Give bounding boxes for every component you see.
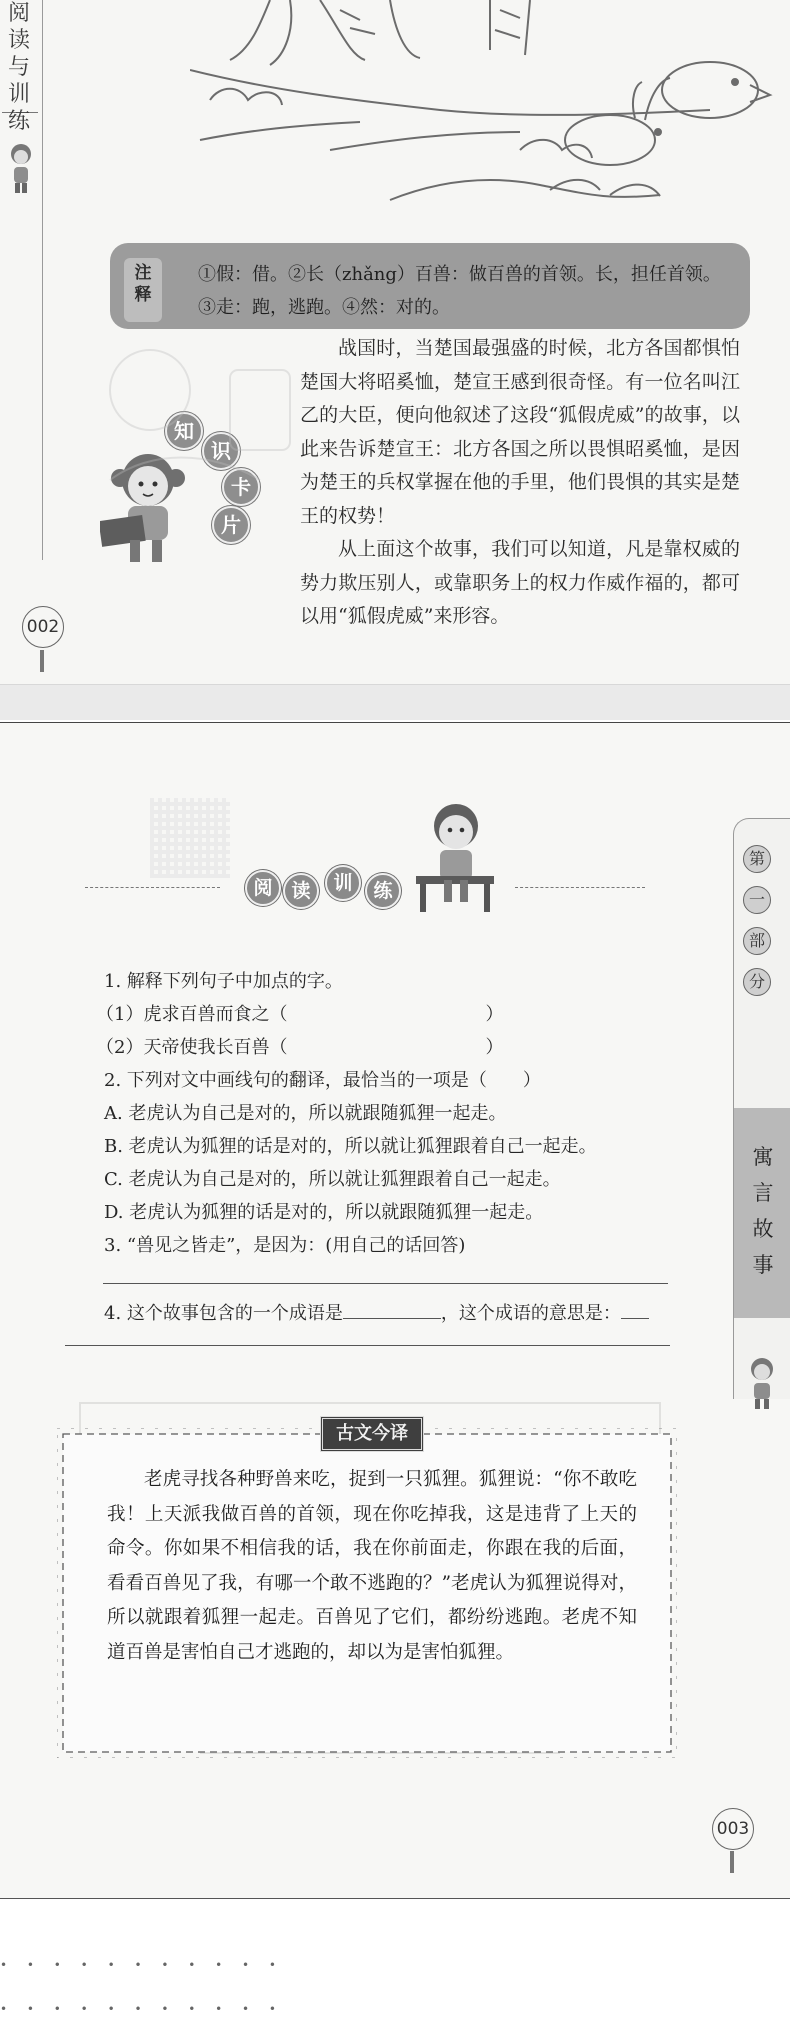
- page-bottom-margin: [0, 684, 790, 720]
- question-2-option-c: C. 老虎认为自己是对的，所以就让狐狸跟着自己一起走。: [104, 1169, 561, 1190]
- knowledge-card-badge: 知: [165, 412, 203, 450]
- header-dash-left: [85, 887, 220, 888]
- story-paragraph: 战国时，当楚国最强盛的时候，北方各国都惧怕楚国大将昭奚恤，楚宣王感到很奇怪。有一位名叫江乙的大臣，便向他叙述了这段“狐假虎威”的故事，以此来告诉楚宣王：北方各国之所以畏惧昭奚恤，是因为楚王的兵权掌握在他的手里，他们畏惧的其实是楚王的权势！: [300, 337, 740, 527]
- decorative-dots: • • • • • • • • • • •: [0, 1958, 285, 1972]
- knowledge-card-badge: 识: [202, 432, 240, 470]
- translation-title: 古文今译: [320, 1416, 424, 1452]
- question-4-prefix: 4. 这个故事包含的一个成语是: [104, 1303, 343, 1324]
- story-paragraph: 从上面这个故事，我们可以知道，凡是靠权威的势力欺压别人，或靠职务上的权力作威作福的，都可以用“狐假虎威”来形容。: [300, 538, 740, 627]
- section-label-char: 事: [752, 1253, 774, 1277]
- translation-paragraph: 老虎寻找各种野兽来吃，捉到一只狐狸。狐狸说：“你不敢吃我！上天派我做百兽的首领，现在你吃掉我，这是违背了上天的命令。你如果不相信我的话，我在你前面走，你跟在我的后面，看看百兽见了我，有哪一个敢不逃跑的？”老虎认为狐狸说得对，所以就跟着狐狸一起走。百兽见了它们，都纷纷逃跑。老虎不知道百兽是害怕自己才逃跑的，却以为是害怕狐狸。: [107, 1469, 637, 1663]
- answer-line-q3[interactable]: [103, 1283, 668, 1284]
- question-2-option-a: A. 老虎认为自己是对的，所以就跟随狐狸一起走。: [104, 1103, 507, 1124]
- reading-training-badge: 阅: [245, 870, 281, 906]
- reading-training-badge: 练: [365, 873, 401, 909]
- section-label-char: 故: [752, 1217, 774, 1241]
- part-label-char: 部: [743, 927, 771, 955]
- mascot-boy-icon: [746, 1355, 778, 1411]
- question-2: 2. 下列对文中画线句的翻译，最恰当的一项是（ ）: [104, 1070, 541, 1091]
- question-1-item-2: （2）天帝使我长百兽（ ）: [96, 1037, 504, 1058]
- decorative-dots: • • • • • • • • • • •: [0, 2002, 285, 2016]
- section-label-char: 言: [752, 1181, 774, 1205]
- part-label-char: 分: [743, 968, 771, 996]
- question-2-option-b: B. 老虎认为狐狸的话是对的，所以就让狐狸跟着自己一起走。: [104, 1136, 597, 1157]
- spine-tick: [40, 650, 44, 672]
- note-line-1: ①假：借。②长（zhǎng）百兽：做百兽的首领。长，担任首领。: [198, 264, 721, 285]
- part-label-char: 第: [743, 845, 771, 873]
- part-label-char: 一: [743, 886, 771, 914]
- page-number: 002: [22, 606, 64, 648]
- question-4-suffix: ，这个成语的意思是：: [440, 1303, 621, 1324]
- translation-text: [107, 1463, 637, 1670]
- note-tag-label: 注释: [134, 263, 152, 305]
- question-3: 3. “兽见之皆走”，是因为：(用自己的话回答): [104, 1235, 466, 1256]
- question-4: [104, 1299, 649, 1325]
- page-003: [0, 722, 790, 1899]
- answer-blank-meaning[interactable]: [621, 1302, 649, 1319]
- section-label-char: 寓: [752, 1145, 774, 1169]
- answer-blank-idiom[interactable]: [343, 1302, 441, 1319]
- reading-training-badge: 读: [283, 873, 319, 909]
- faint-background-drawing: [90, 330, 310, 550]
- faint-qr-code: [150, 798, 230, 878]
- spine-tick: [730, 1851, 734, 1873]
- question-1: 1. 解释下列句子中加点的字。: [104, 971, 343, 992]
- note-tag: [124, 258, 162, 322]
- header-dash-right: [515, 887, 645, 888]
- reading-training-badge: 训: [325, 865, 361, 901]
- question-1-item-1: （1）虎求百兽而食之（ ）: [96, 1004, 504, 1025]
- mascot-boy-icon: [6, 140, 36, 196]
- question-2-option-d: D. 老虎认为狐狸的话是对的，所以就跟随狐狸一起走。: [104, 1202, 544, 1223]
- answer-line-q4[interactable]: [65, 1345, 670, 1346]
- spine-title: 阅读与训练: [7, 1, 30, 134]
- page-002: [0, 0, 790, 720]
- boy-on-bench-illustration: [410, 798, 500, 918]
- note-line-2: ③走：跑，逃跑。④然：对的。: [198, 297, 450, 318]
- fox-and-animals-illustration: [190, 0, 790, 230]
- knowledge-card-badge: 卡: [222, 468, 260, 506]
- story-explanation: [300, 332, 740, 634]
- page-number: 003: [712, 1808, 754, 1850]
- knowledge-card-badge: 片: [212, 506, 250, 544]
